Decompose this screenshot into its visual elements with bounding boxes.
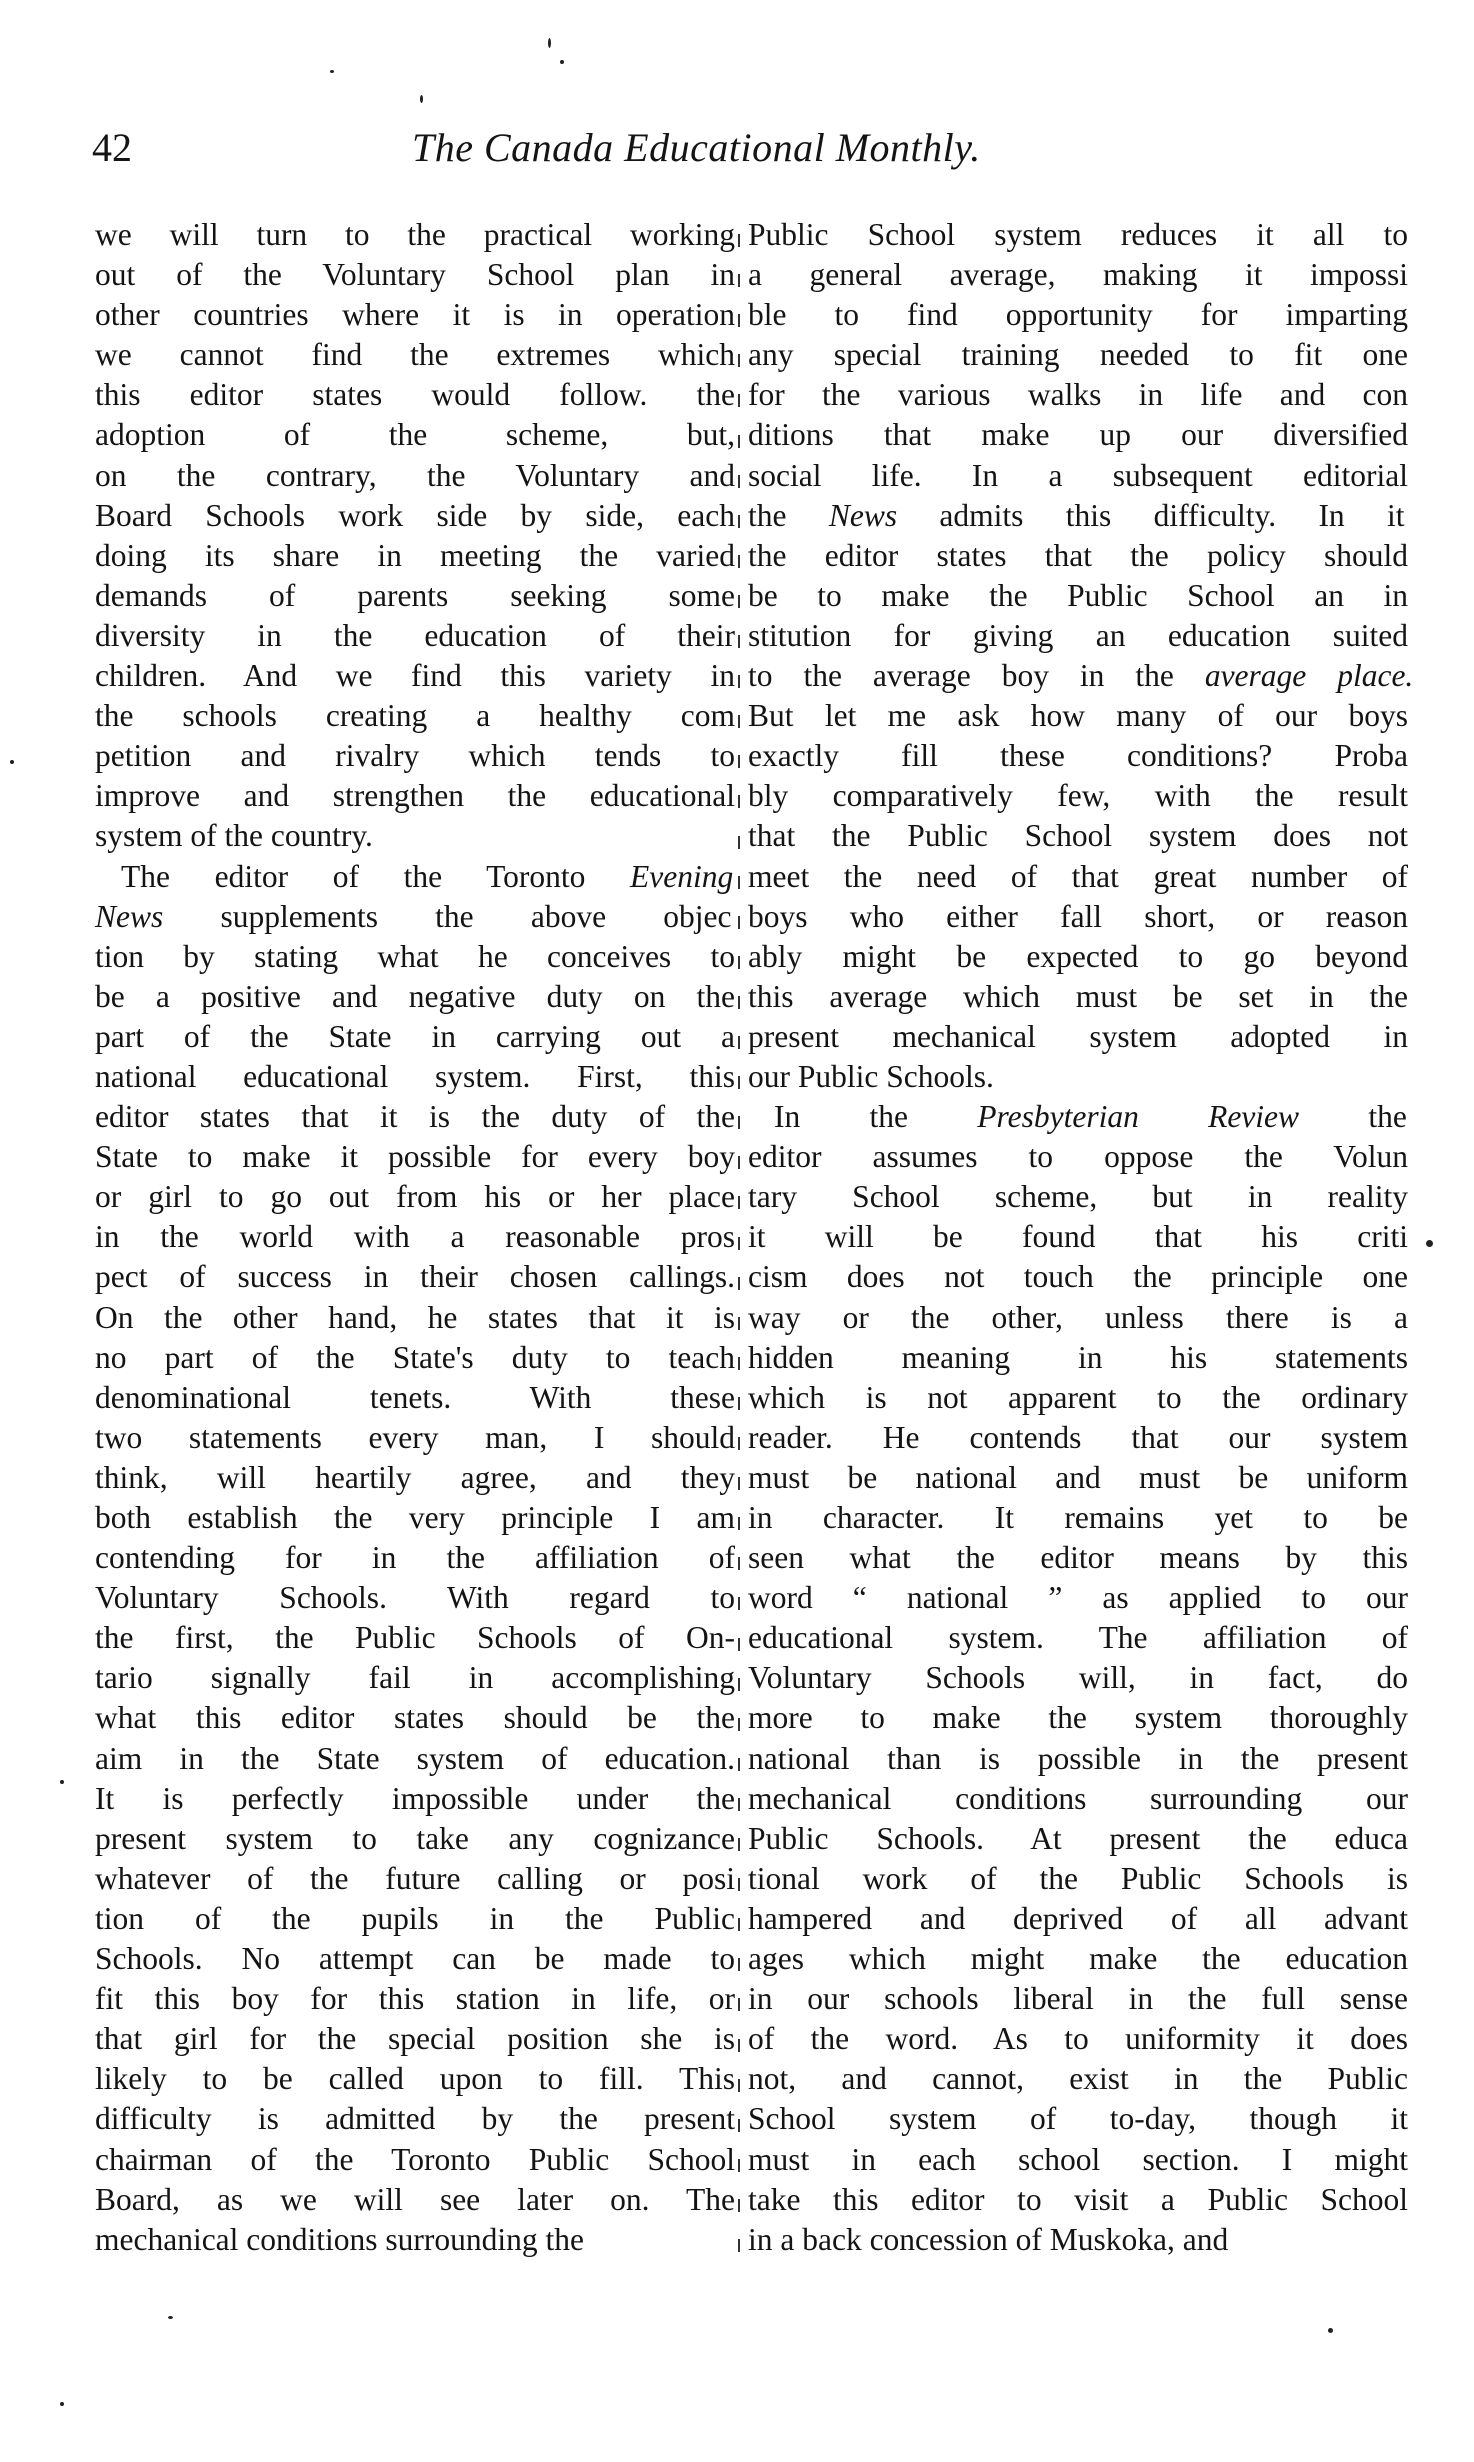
text-line: demands of parents seeking some bbox=[95, 577, 735, 613]
text-line: present system to take any cognizance bbox=[95, 1820, 735, 1856]
text-line: State to make it possible for every boy bbox=[95, 1139, 735, 1175]
running-title: The Canada Educational Monthly. bbox=[412, 125, 981, 170]
text-line: mechanical conditions surrounding our bbox=[748, 1780, 1408, 1816]
text-line: tion by stating what he conceives to bbox=[95, 938, 735, 974]
text-line: stitution for giving an education suited bbox=[748, 617, 1408, 653]
gutter-dash bbox=[738, 394, 740, 407]
text-line: likely to be called upon to fill. This bbox=[95, 2061, 735, 2097]
text-line: in character. It remains yet to be bbox=[748, 1500, 1408, 1535]
text-line: Public School system reduces it all to bbox=[748, 217, 1408, 252]
text-line: part of the State in carrying out a bbox=[95, 1018, 735, 1054]
gutter-dash bbox=[738, 515, 740, 528]
gutter-dash bbox=[738, 274, 740, 287]
text-line: be to make the Public School an in bbox=[748, 577, 1408, 613]
text-line: what this editor states should be the bbox=[95, 1700, 735, 1736]
text-line: which is not apparent to the ordinary bbox=[748, 1379, 1408, 1415]
text-line: hampered and deprived of all advant bbox=[748, 1900, 1408, 1936]
scan-speck bbox=[60, 1780, 64, 1784]
gutter-dash bbox=[738, 1196, 740, 1209]
text-line: the schools creating a healthy com bbox=[95, 698, 735, 734]
gutter-dash bbox=[738, 1878, 740, 1891]
text-line: petition and rivalry which tends to bbox=[95, 738, 735, 774]
scan-speck bbox=[560, 60, 564, 64]
text-line: on the contrary, the Voluntary and bbox=[95, 457, 735, 493]
text-line: editor states that it is the duty of the bbox=[95, 1099, 735, 1135]
text-line: must in each school section. I might bbox=[748, 2141, 1408, 2177]
left-column bbox=[95, 215, 735, 2260]
scan-speck bbox=[1328, 2328, 1333, 2333]
gutter-dash bbox=[738, 1798, 740, 1811]
text-line: difficulty is admitted by the present bbox=[95, 2101, 735, 2137]
text-line: this average which must be set in the bbox=[748, 978, 1408, 1014]
gutter-dash bbox=[738, 2239, 740, 2252]
text-line: improve and strengthen the educational bbox=[95, 778, 735, 814]
text-line: seen what the editor means by this bbox=[748, 1540, 1408, 1576]
text-line: the first, the Public Schools of On- bbox=[95, 1620, 735, 1656]
text-line: for the various walks in life and con bbox=[748, 377, 1408, 413]
text-line: any special training needed to fit one bbox=[748, 337, 1408, 373]
gutter-dash bbox=[738, 354, 740, 367]
text-line: ages which might make the education bbox=[748, 1941, 1408, 1977]
scan-speck bbox=[548, 38, 551, 48]
gutter-dash bbox=[738, 1156, 740, 1169]
gutter-dash bbox=[738, 1397, 740, 1410]
text-line: doing its share in meeting the varied bbox=[95, 537, 735, 573]
text-line: national educational system. First, this bbox=[95, 1058, 735, 1094]
text-line: social life. In a subsequent editorial bbox=[748, 457, 1408, 493]
text-line: adoption of the scheme, but, bbox=[95, 417, 735, 453]
gutter-dash bbox=[738, 555, 740, 568]
gutter-dash bbox=[738, 595, 740, 608]
scan-speck bbox=[420, 95, 423, 103]
gutter-dash bbox=[738, 1237, 740, 1250]
text-line: of the word. As to uniformity it does bbox=[748, 2021, 1408, 2057]
text-line: whatever of the future calling or posi bbox=[95, 1860, 735, 1896]
gutter-dash bbox=[738, 2079, 740, 2092]
text-line: On the other hand, he states that it is bbox=[95, 1299, 735, 1335]
text-line: School system of to-day, though it bbox=[748, 2101, 1408, 2137]
text-line: to the average boy in the average place. bbox=[748, 658, 1414, 694]
text-line: children. And we find this variety in bbox=[95, 658, 735, 694]
text-line: Board Schools work side by side, each bbox=[95, 497, 735, 533]
gutter-dash bbox=[738, 1076, 740, 1089]
text-line: both establish the very principle I am bbox=[95, 1500, 735, 1535]
text-line: we will turn to the practical working bbox=[95, 217, 735, 252]
text-line: be a positive and negative duty on the bbox=[95, 978, 735, 1014]
gutter-dash bbox=[738, 916, 740, 929]
text-line: mechanical conditions surrounding the bbox=[95, 2221, 585, 2257]
text-line: denominational tenets. With these bbox=[95, 1379, 735, 1415]
gutter-dash bbox=[738, 1758, 740, 1771]
gutter-dash bbox=[738, 1838, 740, 1851]
text-line: more to make the system thoroughly bbox=[748, 1700, 1408, 1736]
text-line: educational system. The affiliation of bbox=[748, 1620, 1408, 1656]
text-line: that girl for the special position she is bbox=[95, 2021, 735, 2057]
text-line: the editor states that the policy should bbox=[748, 537, 1408, 573]
text-line: this editor states would follow. the bbox=[95, 377, 735, 413]
text-line: no part of the State's duty to teach bbox=[95, 1339, 735, 1375]
gutter-dash bbox=[738, 795, 740, 808]
text-line: two statements every man, I should bbox=[95, 1419, 735, 1455]
text-line: In the Presbyterian Review the bbox=[774, 1099, 1407, 1135]
scan-speck bbox=[168, 2316, 173, 2319]
page-header bbox=[92, 118, 1412, 178]
text-line: the News admits this difficulty. In it bbox=[748, 497, 1405, 533]
gutter-dash bbox=[738, 475, 740, 488]
text-line: it will be found that his criti bbox=[748, 1219, 1408, 1255]
gutter-dash bbox=[738, 675, 740, 688]
text-line: tion of the pupils in the Public bbox=[95, 1900, 735, 1936]
text-line: our Public Schools. bbox=[748, 1058, 994, 1094]
text-line: in the world with a reasonable pros bbox=[95, 1219, 735, 1255]
page-number: 42 bbox=[92, 125, 132, 170]
text-line: tario signally fail in accomplishing bbox=[95, 1660, 735, 1696]
gutter-dash bbox=[738, 1638, 740, 1651]
text-line: ditions that make up our diversified bbox=[748, 417, 1408, 453]
text-line: bly comparatively few, with the result bbox=[748, 778, 1408, 814]
gutter-dash bbox=[738, 1517, 740, 1530]
scan-speck bbox=[1426, 1240, 1433, 1247]
column-gutter bbox=[736, 220, 742, 2260]
gutter-dash bbox=[738, 956, 740, 969]
gutter-dash bbox=[738, 635, 740, 648]
text-line: editor assumes to oppose the Volun bbox=[748, 1139, 1408, 1175]
gutter-dash bbox=[738, 876, 740, 889]
gutter-dash bbox=[738, 1918, 740, 1931]
gutter-dash bbox=[738, 234, 740, 247]
gutter-dash bbox=[738, 2159, 740, 2172]
scan-speck bbox=[330, 70, 334, 73]
text-line: or girl to go out from his or her place bbox=[95, 1179, 735, 1215]
gutter-dash bbox=[738, 1277, 740, 1290]
text-line: ably might be expected to go beyond bbox=[748, 938, 1408, 974]
gutter-dash bbox=[738, 715, 740, 728]
text-line: not, and cannot, exist in the Public bbox=[748, 2061, 1408, 2097]
text-line: meet the need of that great number of bbox=[748, 858, 1408, 894]
text-line: way or the other, unless there is a bbox=[748, 1299, 1408, 1335]
gutter-dash bbox=[738, 1036, 740, 1049]
text-line: tary School scheme, but in reality bbox=[748, 1179, 1408, 1215]
text-line: The editor of the Toronto Evening bbox=[121, 858, 734, 894]
text-line: boys who either fall short, or reason bbox=[748, 898, 1408, 934]
gutter-dash bbox=[738, 836, 740, 849]
text-line: Board, as we will see later on. The bbox=[95, 2181, 735, 2217]
text-line: But let me ask how many of our boys bbox=[748, 698, 1408, 734]
text-line: other countries where it is in operation bbox=[95, 297, 735, 333]
gutter-dash bbox=[738, 1718, 740, 1731]
text-line: in a back concession of Muskoka, and bbox=[748, 2221, 1229, 2257]
text-line: ble to find opportunity for imparting bbox=[748, 297, 1408, 333]
text-line: contending for in the affiliation of bbox=[95, 1540, 735, 1576]
gutter-dash bbox=[738, 1678, 740, 1691]
text-line: tional work of the Public Schools is bbox=[748, 1860, 1408, 1896]
text-line: word “ national ” as applied to our bbox=[748, 1580, 1408, 1616]
text-line: take this editor to visit a Public School bbox=[748, 2181, 1408, 2217]
text-line: in our schools liberal in the full sense bbox=[748, 1981, 1408, 2017]
text-line: out of the Voluntary School plan in bbox=[95, 257, 735, 293]
gutter-dash bbox=[738, 2199, 740, 2212]
gutter-dash bbox=[738, 1597, 740, 1610]
text-line: think, will heartily agree, and they bbox=[95, 1459, 735, 1495]
text-line: diversity in the education of their bbox=[95, 617, 735, 653]
scan-speck bbox=[10, 760, 14, 764]
text-line: cism does not touch the principle one bbox=[748, 1259, 1408, 1295]
text-line: that the Public School system does not bbox=[748, 818, 1408, 854]
text-line: national than is possible in the present bbox=[748, 1740, 1408, 1776]
gutter-dash bbox=[738, 1357, 740, 1370]
gutter-dash bbox=[738, 996, 740, 1009]
text-line: Schools. No attempt can be made to bbox=[95, 1941, 735, 1977]
gutter-dash bbox=[738, 1998, 740, 2011]
text-line: present mechanical system adopted in bbox=[748, 1018, 1408, 1054]
right-column bbox=[748, 215, 1414, 2260]
text-line: Public Schools. At present the educa bbox=[748, 1820, 1408, 1856]
text-line: hidden meaning in his statements bbox=[748, 1339, 1408, 1375]
text-line: a general average, making it impossi bbox=[748, 257, 1408, 293]
text-line: News supplements the above objec bbox=[95, 898, 732, 934]
gutter-dash bbox=[738, 2119, 740, 2132]
gutter-dash bbox=[738, 1477, 740, 1490]
scan-speck bbox=[60, 2402, 64, 2406]
gutter-dash bbox=[738, 1116, 740, 1129]
gutter-dash bbox=[738, 435, 740, 448]
gutter-dash bbox=[738, 314, 740, 327]
text-line: aim in the State system of education. bbox=[95, 1740, 735, 1776]
gutter-dash bbox=[738, 755, 740, 768]
text-line: Voluntary Schools. With regard to bbox=[95, 1580, 735, 1616]
text-line: exactly fill these conditions? Proba bbox=[748, 738, 1408, 774]
text-line: pect of success in their chosen callings. bbox=[95, 1259, 735, 1295]
text-line: It is perfectly impossible under the bbox=[95, 1780, 735, 1816]
gutter-dash bbox=[738, 1958, 740, 1971]
text-line: we cannot find the extremes which bbox=[95, 337, 735, 373]
gutter-dash bbox=[738, 2039, 740, 2052]
gutter-dash bbox=[738, 1557, 740, 1570]
text-line: must be national and must be uniform bbox=[748, 1459, 1408, 1495]
gutter-dash bbox=[738, 1317, 740, 1330]
text-line: chairman of the Toronto Public School bbox=[95, 2141, 735, 2177]
text-line: Voluntary Schools will, in fact, do bbox=[748, 1660, 1408, 1696]
text-line: system of the country. bbox=[95, 818, 373, 854]
text-line: fit this boy for this station in life, or bbox=[95, 1981, 735, 2017]
text-line: reader. He contends that our system bbox=[748, 1419, 1408, 1455]
gutter-dash bbox=[738, 1437, 740, 1450]
